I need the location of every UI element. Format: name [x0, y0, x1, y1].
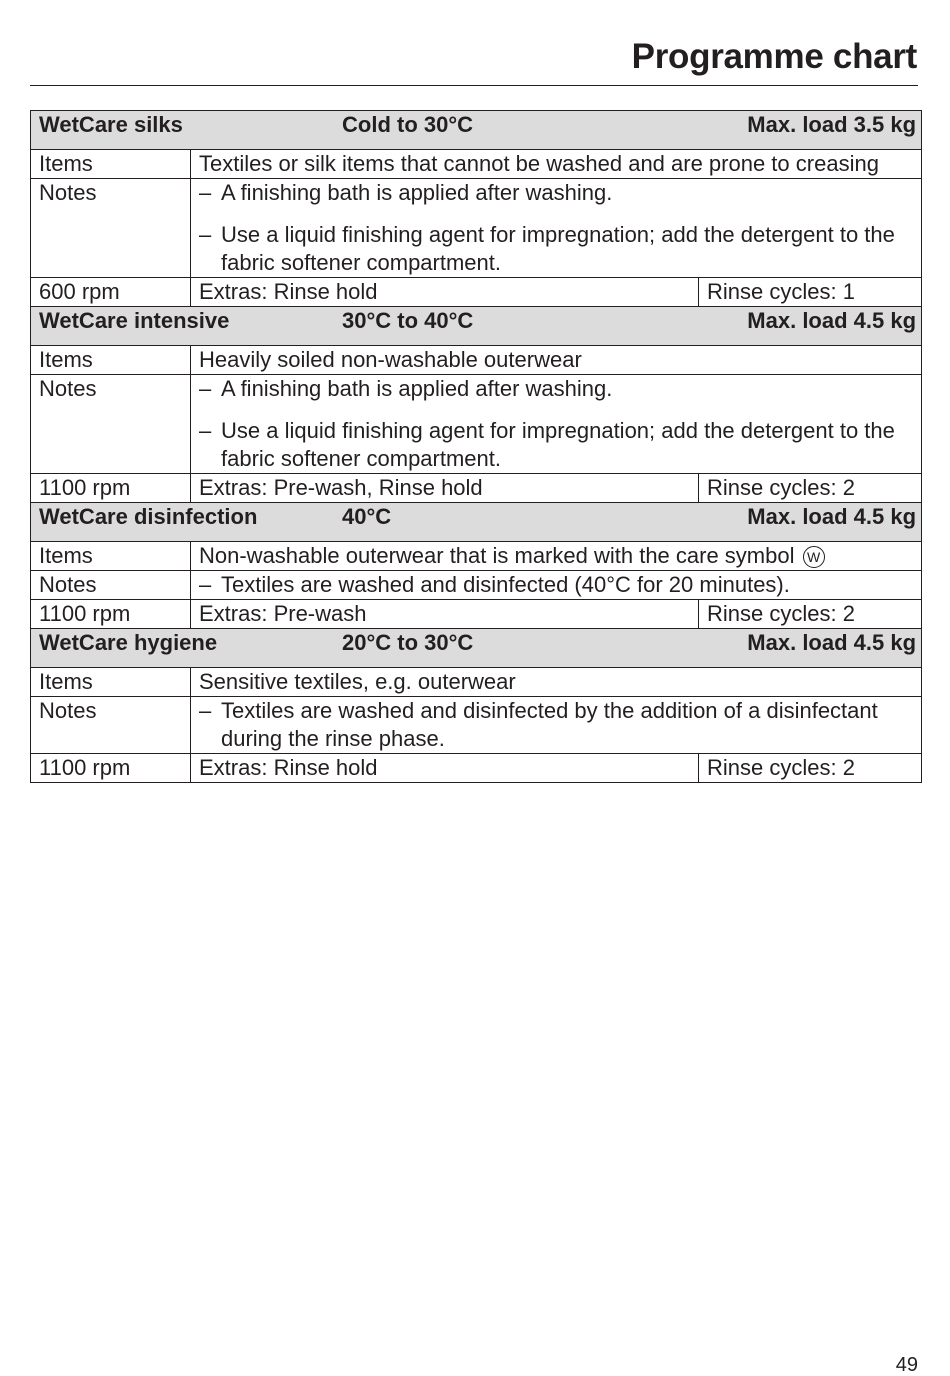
items-row	[31, 668, 922, 697]
rinse-cycles: Rinse cycles: 2	[699, 474, 922, 503]
spin-speed: 600 rpm	[31, 278, 191, 307]
notes-list	[199, 375, 913, 473]
rinse-cycles: Rinse cycles: 1	[699, 278, 922, 307]
notes-row	[31, 697, 922, 754]
settings-row	[31, 600, 922, 629]
extras: Extras: Pre-wash, Rinse hold	[191, 474, 699, 503]
note-item: – Use a liquid finishing agent for impregnation; add the detergent to the fabric softener compartment.	[199, 221, 913, 277]
programme-header	[31, 111, 922, 150]
notes-list	[199, 571, 913, 599]
extras: Extras: Pre-wash	[191, 600, 699, 629]
items-row	[31, 150, 922, 179]
items-text: Non-washable outerwear that is marked with the care symbol	[199, 543, 795, 568]
items-row	[31, 542, 922, 571]
programme-max-load: Max. load 4.5 kg	[747, 504, 917, 529]
notes-row	[31, 375, 922, 474]
notes-label: Notes	[31, 697, 191, 754]
items-row	[31, 346, 922, 375]
note-item: – Textiles are washed and disinfected by the addition of a disinfectant during the rinse phase.	[199, 697, 913, 753]
page-title: Programme chart	[631, 37, 917, 76]
note-item: – Textiles are washed and disinfected (40°C for 20 minutes).	[199, 571, 913, 599]
page-number: 49	[895, 1354, 918, 1376]
extras: Extras: Rinse hold	[191, 754, 699, 783]
programme-temperature: 20°C to 30°C	[342, 630, 474, 655]
note-item: – Use a liquid finishing agent for impregnation; add the detergent to the fabric softener compartment.	[199, 417, 913, 473]
programme-temperature: Cold to 30°C	[342, 112, 474, 137]
programme-chart-table	[30, 110, 922, 783]
notes-list	[199, 179, 913, 277]
spin-speed: 1100 rpm	[31, 600, 191, 629]
programme-name: WetCare intensive	[39, 308, 230, 333]
spin-speed: 1100 rpm	[31, 754, 191, 783]
notes-label: Notes	[31, 179, 191, 278]
items-text: Heavily soiled non-washable outerwear	[191, 346, 922, 375]
spin-speed: 1100 rpm	[31, 474, 191, 503]
extras: Extras: Rinse hold	[191, 278, 699, 307]
notes-row	[31, 571, 922, 600]
settings-row	[31, 278, 922, 307]
care-symbol-w-icon: W	[803, 546, 825, 568]
programme-temperature: 30°C to 40°C	[342, 308, 474, 333]
items-text: Sensitive textiles, e.g. outerwear	[191, 668, 922, 697]
programme-max-load: Max. load 4.5 kg	[747, 308, 917, 333]
note-item: – A finishing bath is applied after washing.	[199, 179, 913, 207]
rinse-cycles: Rinse cycles: 2	[699, 754, 922, 783]
programme-name: WetCare hygiene	[39, 630, 218, 655]
settings-row	[31, 474, 922, 503]
notes-list	[199, 697, 913, 753]
programme-name: WetCare disinfection	[39, 504, 258, 529]
items-label: Items	[31, 668, 191, 697]
items-label: Items	[31, 150, 191, 179]
note-item: – A finishing bath is applied after washing.	[199, 375, 913, 403]
items-label: Items	[31, 346, 191, 375]
notes-label: Notes	[31, 375, 191, 474]
notes-label: Notes	[31, 571, 191, 600]
items-text: Textiles or silk items that cannot be washed and are prone to creasing	[191, 150, 922, 179]
programme-name: WetCare silks	[39, 112, 183, 137]
notes-row	[31, 179, 922, 278]
items-label: Items	[31, 542, 191, 571]
programme-header	[31, 629, 922, 668]
settings-row	[31, 754, 922, 783]
title-divider	[30, 85, 918, 86]
programme-temperature: 40°C	[342, 504, 392, 529]
programme-header	[31, 307, 922, 346]
programme-max-load: Max. load 3.5 kg	[747, 112, 917, 137]
rinse-cycles: Rinse cycles: 2	[699, 600, 922, 629]
programme-max-load: Max. load 4.5 kg	[747, 630, 917, 655]
programme-header	[31, 503, 922, 542]
